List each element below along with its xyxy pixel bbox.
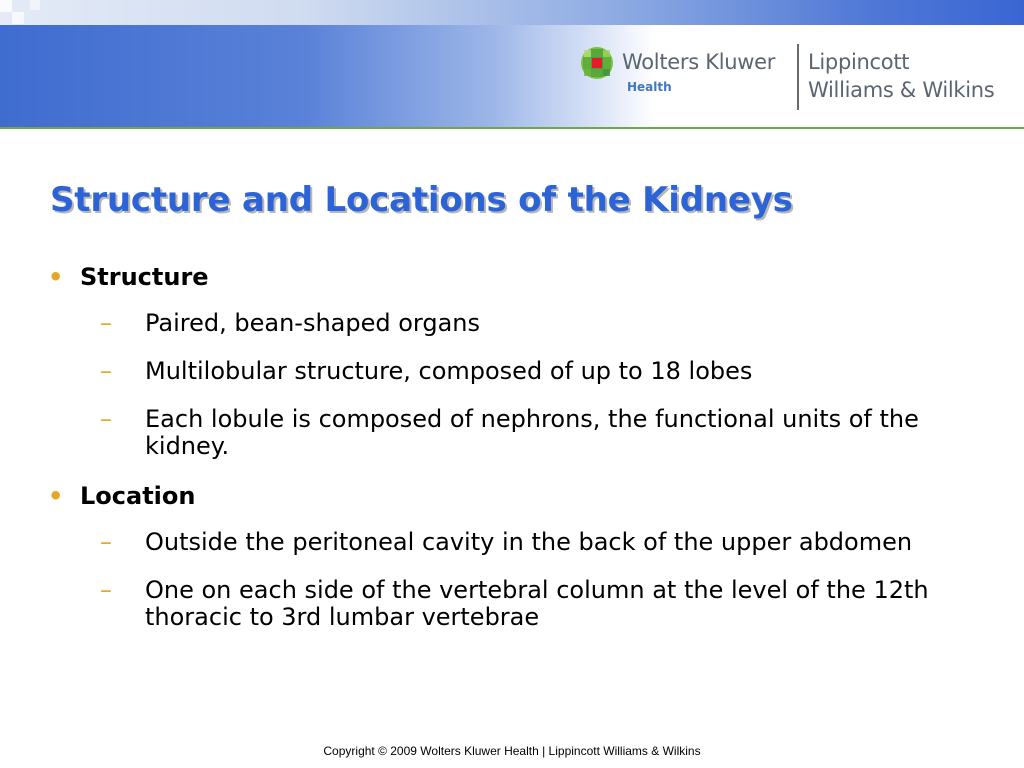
sub-bullet <box>48 529 988 556</box>
sub-bullet-text: Multilobular structure, composed of up to 18 lobes <box>145 357 753 385</box>
slide-title: Structure and Locations of the Kidneys <box>50 180 793 220</box>
header-accent-line <box>0 127 1024 129</box>
header-top-strip <box>0 0 1024 25</box>
slide-body <box>48 262 988 652</box>
sub-bullet-text: Each lobule is composed of nephrons, the functional units of the kidney. <box>145 405 919 460</box>
bullet-structure <box>48 262 988 292</box>
sub-bullet-text: One on each side of the vertebral column at the level of the 12th thoracic to 3rd lumbar vertebrae <box>145 576 929 631</box>
dash-icon: – <box>100 405 112 433</box>
sub-bullet-text: Outside the peritoneal cavity in the back of the upper abdomen <box>145 528 913 556</box>
bullet-heading: Structure <box>80 263 209 291</box>
dash-icon: – <box>100 576 112 604</box>
dash-icon: – <box>100 528 112 556</box>
decor-square <box>12 12 24 24</box>
sub-bullet <box>48 358 988 385</box>
sub-bullet <box>48 406 988 460</box>
logo-divider <box>797 44 799 110</box>
bullet-location <box>48 481 988 511</box>
brand-name: Wolters Kluwer <box>622 50 776 74</box>
brand-subtitle: Health <box>627 80 672 94</box>
partner-name-line1: Lippincott <box>808 50 910 74</box>
publisher-logo <box>580 42 1020 112</box>
partner-name-line2: Williams & Wilkins <box>808 78 995 102</box>
sub-bullet <box>48 577 988 631</box>
dash-icon: – <box>100 309 112 337</box>
globe-logo-icon <box>580 46 614 80</box>
decor-square <box>0 0 12 12</box>
bullet-icon: • <box>48 482 64 510</box>
sub-bullet <box>48 310 988 337</box>
copyright-footer: Copyright © 2009 Wolters Kluwer Health | Lippincott Williams & Wilkins <box>323 744 701 758</box>
decor-square <box>30 0 40 10</box>
bullet-icon: • <box>48 263 64 291</box>
header-band <box>0 0 1024 127</box>
sub-bullet-text: Paired, bean-shaped organs <box>145 309 481 337</box>
dash-icon: – <box>100 357 112 385</box>
bullet-heading: Location <box>80 482 196 510</box>
